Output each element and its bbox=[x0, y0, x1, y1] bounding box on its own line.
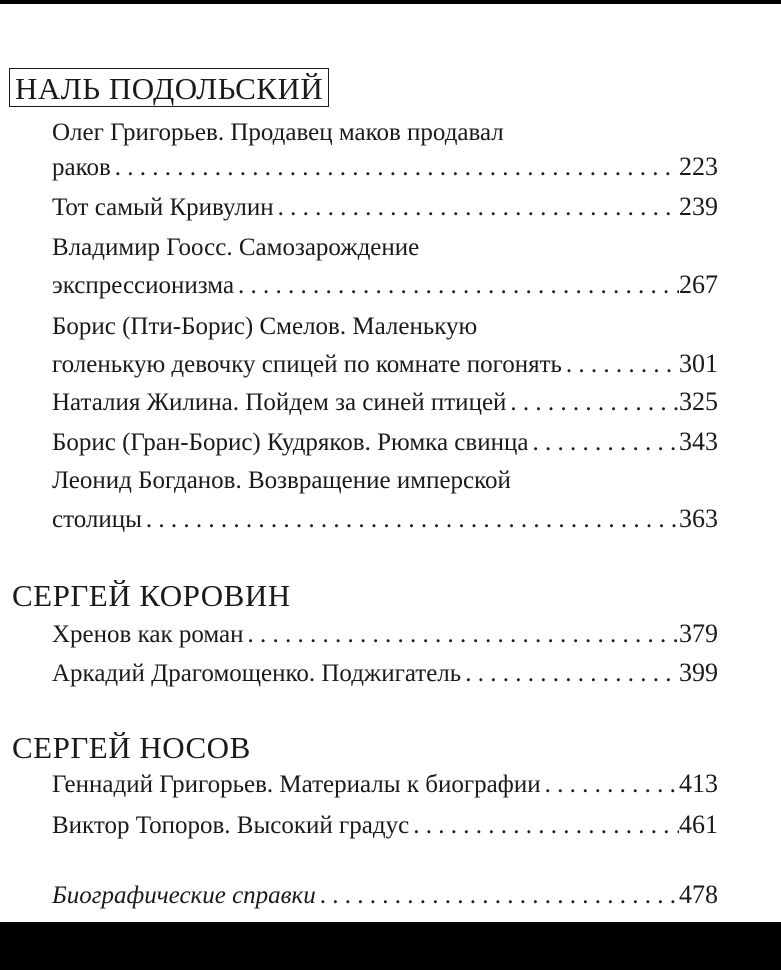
leader-dots bbox=[409, 813, 679, 838]
toc-entry-bogdanov-line1: Леонид Богданов. Возвращение имперской bbox=[52, 467, 511, 494]
book-page bbox=[0, 4, 781, 922]
page-number: 461 bbox=[679, 810, 718, 839]
toc-entry-title: Геннадий Григорьев. Материалы к биографии bbox=[52, 771, 541, 798]
toc-entry-bogdanov bbox=[52, 506, 718, 532]
leader-dots bbox=[244, 622, 680, 647]
toc-entry-zhilina bbox=[52, 389, 718, 415]
page-number: 413 bbox=[679, 769, 718, 798]
toc-entry-krivulin bbox=[52, 194, 718, 220]
leader-dots bbox=[528, 430, 679, 455]
leader-dots bbox=[461, 661, 679, 686]
toc-entry-smelov bbox=[52, 351, 718, 377]
leader-dots bbox=[111, 155, 679, 180]
toc-entry-title: Наталия Жилина. Пойдем за синей птицей bbox=[52, 389, 507, 416]
section-title-nosov: СЕРГЕЙ НОСОВ bbox=[12, 730, 251, 765]
page-number: 478 bbox=[679, 880, 718, 909]
leader-dots bbox=[142, 507, 679, 532]
toc-entry-title: экспрессионизма bbox=[52, 272, 235, 299]
leader-dots bbox=[506, 390, 679, 415]
toc-entry-title: Виктор Топоров. Высокий градус bbox=[52, 812, 410, 839]
page-number: 325 bbox=[679, 387, 718, 416]
leader-dots bbox=[274, 195, 679, 220]
leader-dots bbox=[541, 772, 679, 797]
toc-entry-title: раков bbox=[52, 154, 111, 181]
toc-entry-toporov bbox=[52, 812, 718, 838]
toc-entry-gooss bbox=[52, 272, 718, 298]
toc-entry-title: Тот самый Кривулин bbox=[52, 194, 274, 221]
toc-entry-kudryakov bbox=[52, 429, 718, 455]
toc-entry-gooss-line1: Владимир Гоосс. Самозарождение bbox=[52, 234, 420, 261]
toc-entry-title: Аркадий Драгомощенко. Поджигатель bbox=[52, 660, 462, 687]
toc-entry-g-grigoriev bbox=[52, 771, 718, 797]
toc-entry-khrenov bbox=[52, 621, 718, 647]
toc-entry-dragomoshchenko bbox=[52, 660, 718, 686]
section-title-korovin: СЕРГЕЙ КОРОВИН bbox=[12, 578, 291, 613]
page-number: 267 bbox=[679, 270, 718, 299]
page-number: 363 bbox=[679, 504, 718, 533]
leader-dots bbox=[316, 883, 679, 908]
toc-entry-biographies bbox=[52, 882, 718, 908]
page-number: 239 bbox=[679, 192, 718, 221]
page-number: 343 bbox=[679, 427, 718, 456]
toc-entry-title: Хренов как роман bbox=[52, 621, 244, 648]
toc-entry-grigoriev-line1: Олег Григорьев. Продавец маков продавал bbox=[52, 119, 504, 146]
toc-entry-title: Биографические справки bbox=[52, 882, 316, 909]
toc-entry-title: голенькую девочку спицей по комнате погонять bbox=[52, 351, 562, 378]
toc-entry-title: столицы bbox=[52, 506, 142, 533]
page-number: 223 bbox=[679, 152, 718, 181]
page-number: 399 bbox=[679, 658, 718, 687]
page-number: 301 bbox=[679, 349, 718, 378]
leader-dots bbox=[234, 273, 679, 298]
toc-entry-smelov-line1: Борис (Пти-Борис) Смелов. Маленькую bbox=[52, 313, 478, 340]
toc-entry-title: Борис (Гран-Борис) Кудряков. Рюмка свинца bbox=[52, 429, 529, 456]
leader-dots bbox=[562, 352, 679, 377]
section-title-podolsky: НАЛЬ ПОДОЛЬСКИЙ bbox=[9, 68, 329, 107]
page-number: 379 bbox=[679, 619, 718, 648]
toc-entry-grigoriev bbox=[52, 154, 718, 180]
